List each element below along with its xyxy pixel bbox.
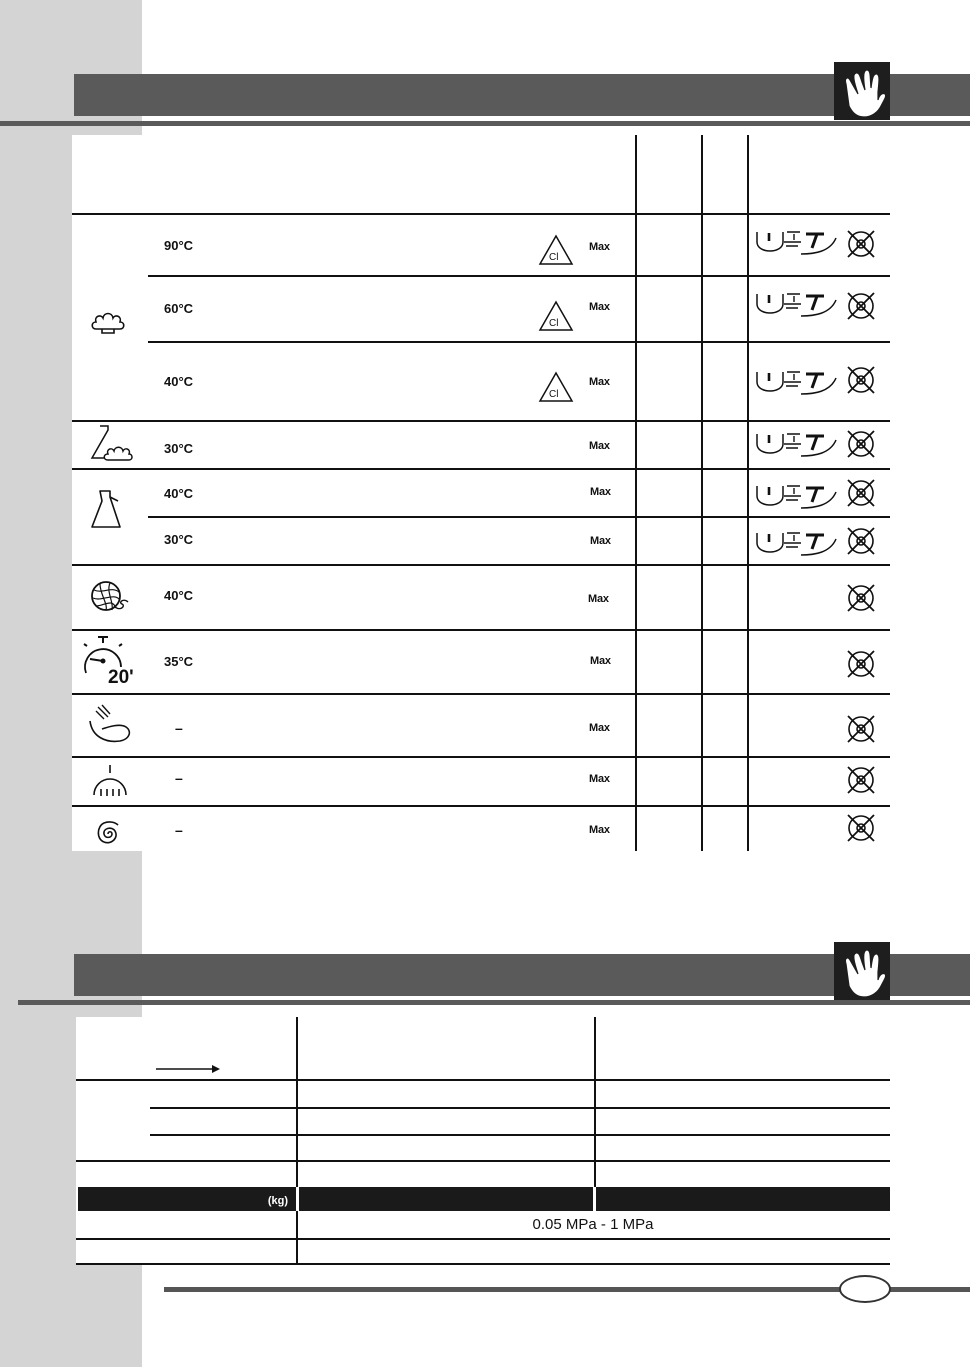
column-divider [593,1187,596,1211]
column-divider [594,1017,596,1189]
max-load-label: Max [589,376,610,388]
row-divider [148,275,890,277]
column-divider [701,135,703,851]
programme-temperature: 40°C [164,374,194,389]
max-load-label: Max [589,440,610,452]
max-load-label: Max [589,241,610,253]
detergent-dispenser-icon [754,430,842,458]
spin-spiral-icon [90,816,126,850]
row-divider [148,341,890,343]
bleach-triangle-icon [538,234,574,266]
do-not-tumble-dry-icon [844,363,878,397]
do-not-tumble-dry-icon [844,712,878,746]
cotton-flower-icon [90,307,126,337]
row-divider [76,1238,890,1240]
water-pressure-value: 0.05 MPa - 1 MPa [532,1216,654,1233]
row-divider [150,1107,890,1109]
row-divider [72,805,890,807]
programme-temperature: 35°C [164,654,194,669]
max-load-label: Max [590,655,611,667]
timer-20-label: 20' [108,667,134,685]
do-not-tumble-dry-icon [844,524,878,558]
technical-data-table [76,1017,890,1265]
table-header-rule [76,1079,890,1081]
page-number-oval [839,1275,891,1303]
programme-table [72,135,890,851]
column-divider [296,1187,299,1211]
table-header-rule [72,213,890,215]
quick-wash-timer-icon [78,635,144,685]
programme-temperature: 30°C [164,441,194,456]
do-not-tumble-dry-icon [844,227,878,261]
detergent-dispenser-icon [754,529,842,557]
max-load-label: Max [589,301,610,313]
row-divider [148,516,890,518]
row-divider [72,564,890,566]
section-header-underline [0,121,970,126]
programme-temperature: – [175,822,183,838]
max-load-label: Max [590,535,611,547]
row-divider [72,756,890,758]
do-not-tumble-dry-icon [844,647,878,681]
programme-temperature: – [175,770,183,786]
drain-icon [84,759,128,803]
max-load-label: Max [589,773,610,785]
do-not-tumble-dry-icon [844,476,878,510]
capacity-kg-label: (kg) [267,1195,288,1207]
do-not-tumble-dry-icon [844,811,878,845]
programme-temperature: 90°C [164,238,194,253]
section-header-underline [18,1000,970,1005]
programme-temperature: 30°C [164,532,194,547]
row-divider [72,693,890,695]
detergent-dispenser-icon [754,368,842,396]
programme-temperature: 60°C [164,301,194,316]
programme-temperature: – [175,720,183,736]
detergent-dispenser-icon [754,228,842,256]
row-divider [72,629,890,631]
do-not-tumble-dry-icon [844,581,878,615]
do-not-tumble-dry-icon [844,289,878,323]
column-divider [635,135,637,851]
wool-ball-icon [86,576,132,618]
bleach-cl-text: Cl [549,389,559,400]
max-load-label: Max [589,824,610,836]
capacity-row [78,1187,890,1211]
row-divider [72,420,890,422]
row-divider [150,1134,890,1136]
do-not-tumble-dry-icon [844,763,878,797]
rinse-icon [86,703,134,747]
programme-temperature: 40°C [164,588,194,603]
hand-icon [834,62,890,120]
mixed-synthetic-cotton-icon [86,424,134,468]
detergent-dispenser-icon [754,482,842,510]
max-load-label: Max [589,722,610,734]
row-divider [76,1160,890,1162]
do-not-tumble-dry-icon [844,427,878,461]
column-divider [747,135,749,851]
bleach-triangle-icon [538,371,574,403]
synthetic-flask-icon [88,487,124,531]
arrow-right-icon [156,1063,222,1075]
detergent-dispenser-icon [754,290,842,318]
programme-temperature: 40°C [164,486,194,501]
bleach-cl-text: Cl [549,252,559,263]
bleach-triangle-icon [538,300,574,332]
hand-icon [834,942,890,1000]
row-divider [72,468,890,470]
max-load-label: Max [588,593,609,605]
bleach-cl-text: Cl [549,318,559,329]
max-load-label: Max [590,486,611,498]
row-divider [76,1263,890,1265]
